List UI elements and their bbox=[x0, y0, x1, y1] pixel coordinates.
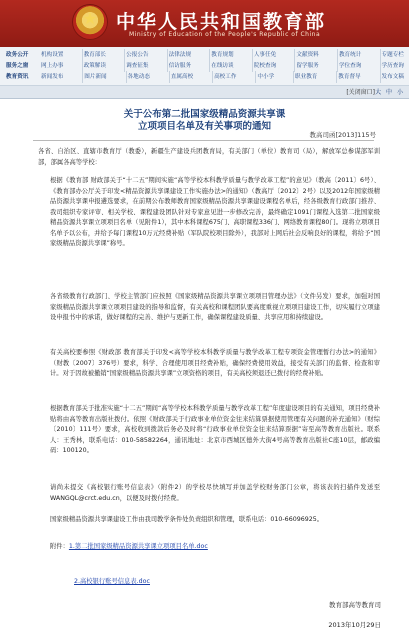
font-size-bar bbox=[0, 86, 409, 99]
paragraph: 根据《教育部 财政部关于“十二五”期间实施“高等学校本科教学质量与教学改革工程”的意见》（教高〔2011〕6号）、《教育部办公厅关于印发<精品资源共享课建设工作实施办法>的通知》（教高厅〔2012〕2号）以及2012年国家级精品资源共享课申报遴选要求，在前期公布教师教育国家级精品资源共享课建设课程名单后，经各级教育行政部门推荐、我司组织专家评审、相关学校、课程建设团队针对专家意见进一步修改完善，最终确定1091门课程入选第二批国家级精品资源共享课立项项目名单（见附件1），其中本科课程675门、高职课程336门、网络教育课程80门。现将立项项目名单予以公布，并给予每门课程10万元经费补贴（军队院校项目除外），我部对上网后社会反响良好的课程，将给予“国家级精品资源共享课”称号。 bbox=[50, 177, 380, 247]
national-emblem-icon bbox=[72, 4, 108, 40]
attachment-link-2[interactable]: 2.高校银行账号信息表.doc bbox=[74, 578, 150, 585]
font-size-small[interactable]: 小 bbox=[396, 89, 403, 96]
paragraph: 请尚未提交《高校银行账号信息表》（附件2）的学校尽快填写并加盖学校财务部门公章，将该表的扫描件发送至WANGQL@crct.edu.cn，以便及时拨付经费。 bbox=[50, 484, 380, 502]
paragraph: 根据教育部关于批准实施“十二五”期间“高等学校本科教学质量与教学改革工程”年度建设项目的有关通知，项目经费补贴将由高等教育出版社拨付。依照《财政部关于行政事业单位资金往来结算票据使用管理有关问题的补充通知》（财综〔2010〕111号）要求，高校收到拨款后务必及时将“行政事业单位资金往来结算票据”寄至高等教育出版社。联系人：王秀林，联系电话：010-58582264，通讯地址：北京市西城区德外大街4号高等教育出版社C座10层，邮政编码：100120。 bbox=[50, 405, 380, 454]
nav-link[interactable]: 职业教育 bbox=[293, 71, 318, 83]
nav-category: 服务之窗 bbox=[6, 63, 29, 69]
nav-link[interactable]: 学历查询 bbox=[380, 60, 405, 72]
site-title[interactable]: 中华人民共和国教育部 bbox=[116, 11, 327, 33]
nav-link[interactable]: 院校查询 bbox=[252, 60, 277, 72]
font-size-large[interactable]: 大 bbox=[375, 89, 382, 96]
salutation: 各省、自治区、直辖市教育厅（教委），新疆生产建设兵团教育局，有关部门（单位）教育司（局），解放军总参谋部军训部，部属各高等学校： bbox=[38, 148, 380, 166]
signature: 教育部高等教育司 bbox=[329, 601, 381, 609]
article-title-line2: 立项项目名单及有关事项的通知 bbox=[137, 121, 271, 132]
nav-link[interactable]: 发布文稿 bbox=[380, 71, 405, 83]
nav-link[interactable]: 信访服务 bbox=[167, 60, 192, 72]
nav-link[interactable]: 文献资料 bbox=[294, 49, 319, 61]
nav-link[interactable]: 高校工作 bbox=[212, 71, 237, 83]
paragraph: 国家级精品资源共享课建设工作由我司教学条件处负责组织和管理，联系电话：010-66096925。 bbox=[50, 516, 324, 523]
nav-link[interactable]: 网上办事 bbox=[41, 63, 64, 69]
nav-link[interactable]: 中小学 bbox=[255, 71, 275, 83]
title-divider bbox=[33, 140, 374, 141]
attachments-label: 附件： bbox=[50, 543, 69, 550]
nav-link[interactable]: 人事任免 bbox=[252, 49, 277, 61]
nav-link[interactable]: 教育规划 bbox=[209, 49, 234, 61]
nav-row-news bbox=[0, 71, 409, 83]
nav-link[interactable]: 公报公告 bbox=[124, 49, 149, 61]
nav-link[interactable]: 教育督导 bbox=[336, 71, 361, 83]
publish-date: 2013年10月29日 bbox=[328, 621, 381, 629]
font-size-options bbox=[372, 87, 403, 96]
font-size-medium[interactable]: 中 bbox=[386, 89, 393, 96]
main-navigation bbox=[0, 47, 409, 86]
nav-category: 政务公开 bbox=[6, 52, 29, 58]
nav-link[interactable]: 专题专栏 bbox=[380, 49, 405, 61]
nav-link[interactable]: 机构设置 bbox=[41, 52, 64, 58]
attachment-link-1[interactable]: 1.第二批国家级精品资源共享课立项项目名单.doc bbox=[68, 543, 208, 550]
site-subtitle: Ministry of Education of the People's Republic of China bbox=[129, 31, 321, 38]
nav-link[interactable]: 教育部长 bbox=[82, 49, 107, 61]
paragraph: 有关高校要参照《财政部 教育部关于印发<高等学校本科教学质量与教学改革工程专项资金管理暂行办法>的通知》（财教〔2007〕376号）要求，科学、合理使用项目经费补贴，确保经费使用效益，接受有关部门的监督、检查和审计。对于因故被撤销“国家级精品资源共享课”立项资格的项目，有关高校须退还已拨付的经费补贴。 bbox=[50, 349, 380, 377]
paragraph: 各省级教育行政部门、学校主管部门应按照《国家级精品资源共享课立项项目管理办法》（文件另发）要求，加强对国家级精品资源共享课立项项目建设的指导和监督，有关高校和课程团队要高度重视立项项目建设工作，切实履行立项建设申报书中的承诺，做好课程的完善、维护与更新工作，确保课程建设质量、共享应用和持续建设。 bbox=[50, 293, 380, 321]
nav-link[interactable]: 法律法规 bbox=[167, 49, 192, 61]
nav-link[interactable]: 政策解读 bbox=[82, 60, 107, 72]
nav-link[interactable]: 图片新闻 bbox=[82, 71, 107, 83]
nav-link[interactable]: 直属高校 bbox=[169, 71, 194, 83]
nav-category: 教育资讯 bbox=[6, 74, 29, 80]
nav-link[interactable]: 学位查询 bbox=[337, 60, 362, 72]
site-header bbox=[0, 0, 409, 47]
nav-link[interactable]: 新闻发布 bbox=[41, 74, 64, 80]
nav-link[interactable]: 留学服务 bbox=[294, 60, 319, 72]
nav-link[interactable]: 各地动态 bbox=[126, 71, 151, 83]
nav-link[interactable]: 在线访谈 bbox=[209, 60, 234, 72]
document-number: 教高司函[2013]115号 bbox=[309, 131, 376, 139]
nav-link[interactable]: 调查征集 bbox=[124, 60, 149, 72]
article-title-line1: 关于公布第二批国家级精品资源共享课 bbox=[123, 109, 286, 120]
attachments bbox=[50, 541, 208, 550]
nav-link[interactable]: 教育统计 bbox=[337, 49, 362, 61]
close-window-link[interactable]: [关闭窗口] bbox=[346, 89, 375, 96]
attachment-2 bbox=[74, 576, 150, 585]
